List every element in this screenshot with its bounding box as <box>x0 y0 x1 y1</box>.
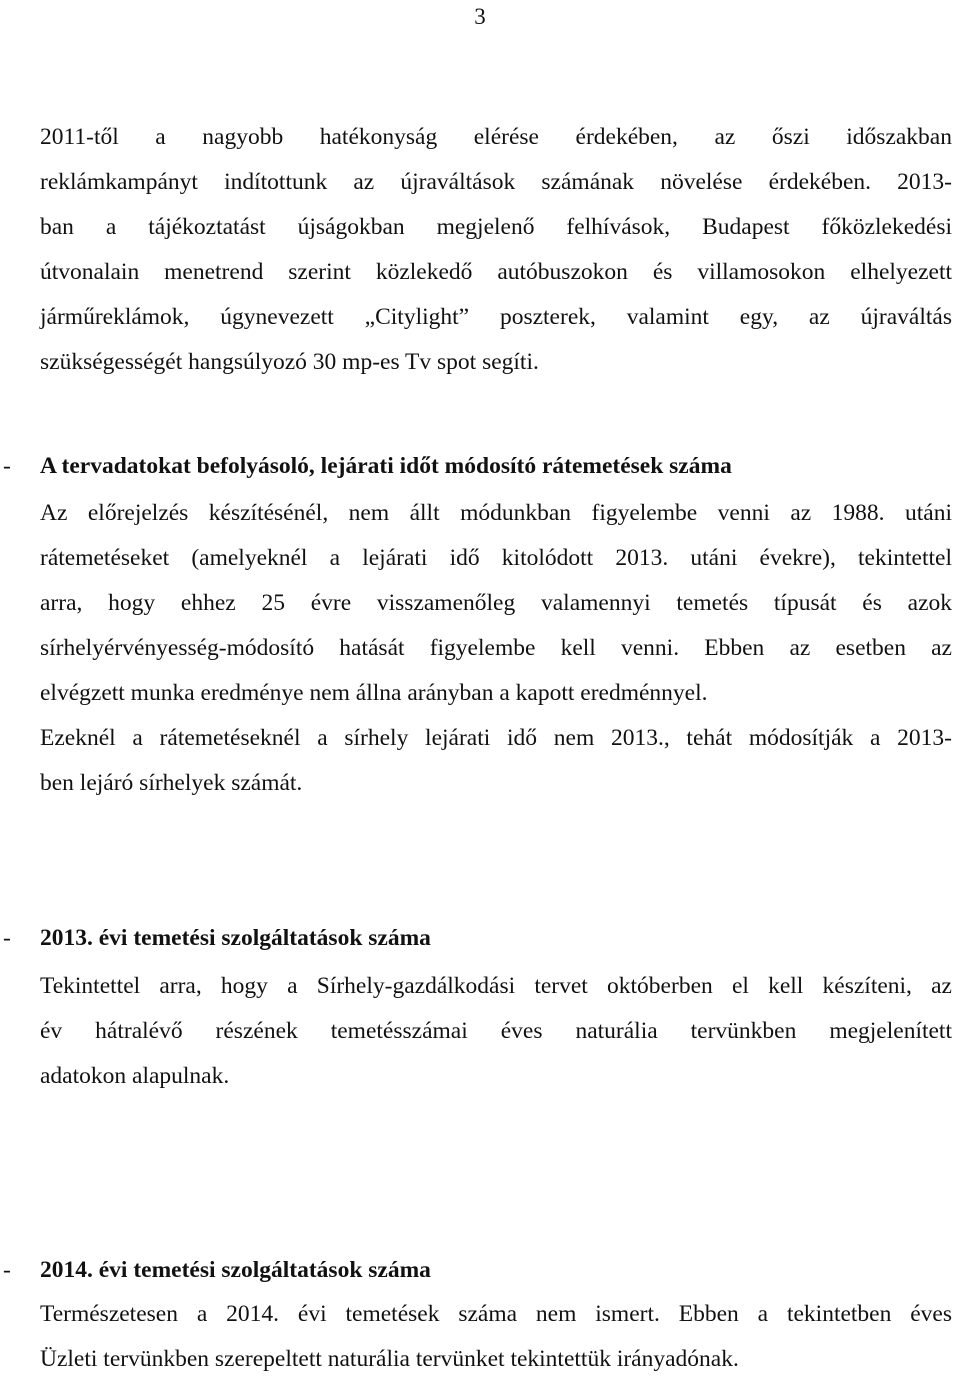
body-line: Üzleti tervünkben szerepeltett naturália tervünket tekintettük irányadónak. <box>40 1346 739 1372</box>
body-line: rátemetéseket (amelyeknél a lejárati idő kitolódott 2013. utáni évekre), tekintettel <box>40 545 952 571</box>
bullet-dash: - <box>3 925 11 951</box>
bullet-dash: - <box>3 1257 11 1283</box>
body-line: elvégzett munka eredménye nem állna arányban a kapott eredménnyel. <box>40 680 708 706</box>
intro-line: járműreklámok, úgynevezett „Citylight” poszterek, valamint egy, az újraváltás <box>40 304 952 330</box>
body-line: év hátralévő részének temetésszámai éves naturália tervünkben megjelenített <box>40 1018 952 1044</box>
section-body <box>40 964 952 1099</box>
intro-line: szükségességét hangsúlyozó 30 mp-es Tv spot segíti. <box>40 349 539 375</box>
page-number: 3 <box>474 4 486 29</box>
intro-line: 2011-től a nagyobb hatékonyság elérése érdekében, az őszi időszakban <box>40 124 952 150</box>
bullet-dash: - <box>3 453 11 479</box>
body-line: Ezeknél a rátemetéseknél a sírhely lejárati idő nem 2013., tehát módosítják a 2013- <box>40 725 952 751</box>
body-line: arra, hogy ehhez 25 évre visszamenőleg valamennyi temetés típusát és azok <box>40 590 952 616</box>
section-heading: A tervadatokat befolyásoló, lejárati időt módosító rátemetések száma <box>40 453 732 479</box>
intro-line: reklámkampányt indítottunk az újraváltások számának növelése érdekében. 2013- <box>40 169 952 195</box>
intro-line: ban a tájékoztatást újságokban megjelenő felhívások, Budapest főközlekedési <box>40 214 952 240</box>
body-line: Tekintettel arra, hogy a Sírhely-gazdálkodási tervet októberben el kell készíteni, az <box>40 973 952 999</box>
body-line: ben lejáró sírhelyek számát. <box>40 770 303 796</box>
body-line: sírhelyérvényesség-módosító hatását figyelembe kell venni. Ebben az esetben az <box>40 635 952 661</box>
body-line: adatokon alapulnak. <box>40 1063 230 1089</box>
section-heading-row <box>0 918 960 958</box>
section-heading-row <box>0 446 960 486</box>
section-body <box>40 1292 952 1382</box>
section-heading: 2014. évi temetési szolgáltatások száma <box>40 1257 431 1283</box>
body-line: Természetesen a 2014. évi temetések száma nem ismert. Ebben a tekintetben éves <box>40 1301 952 1327</box>
intro-line: útvonalain menetrend szerint közlekedő autóbuszokon és villamosokon elhelyezett <box>40 259 952 285</box>
section-body <box>40 491 952 806</box>
section-heading: 2013. évi temetési szolgáltatások száma <box>40 925 431 951</box>
body-line: Az előrejelzés készítésénél, nem állt módunkban figyelembe venni az 1988. utáni <box>40 500 952 526</box>
intro-paragraph <box>40 115 952 385</box>
section-heading-row <box>0 1250 960 1290</box>
